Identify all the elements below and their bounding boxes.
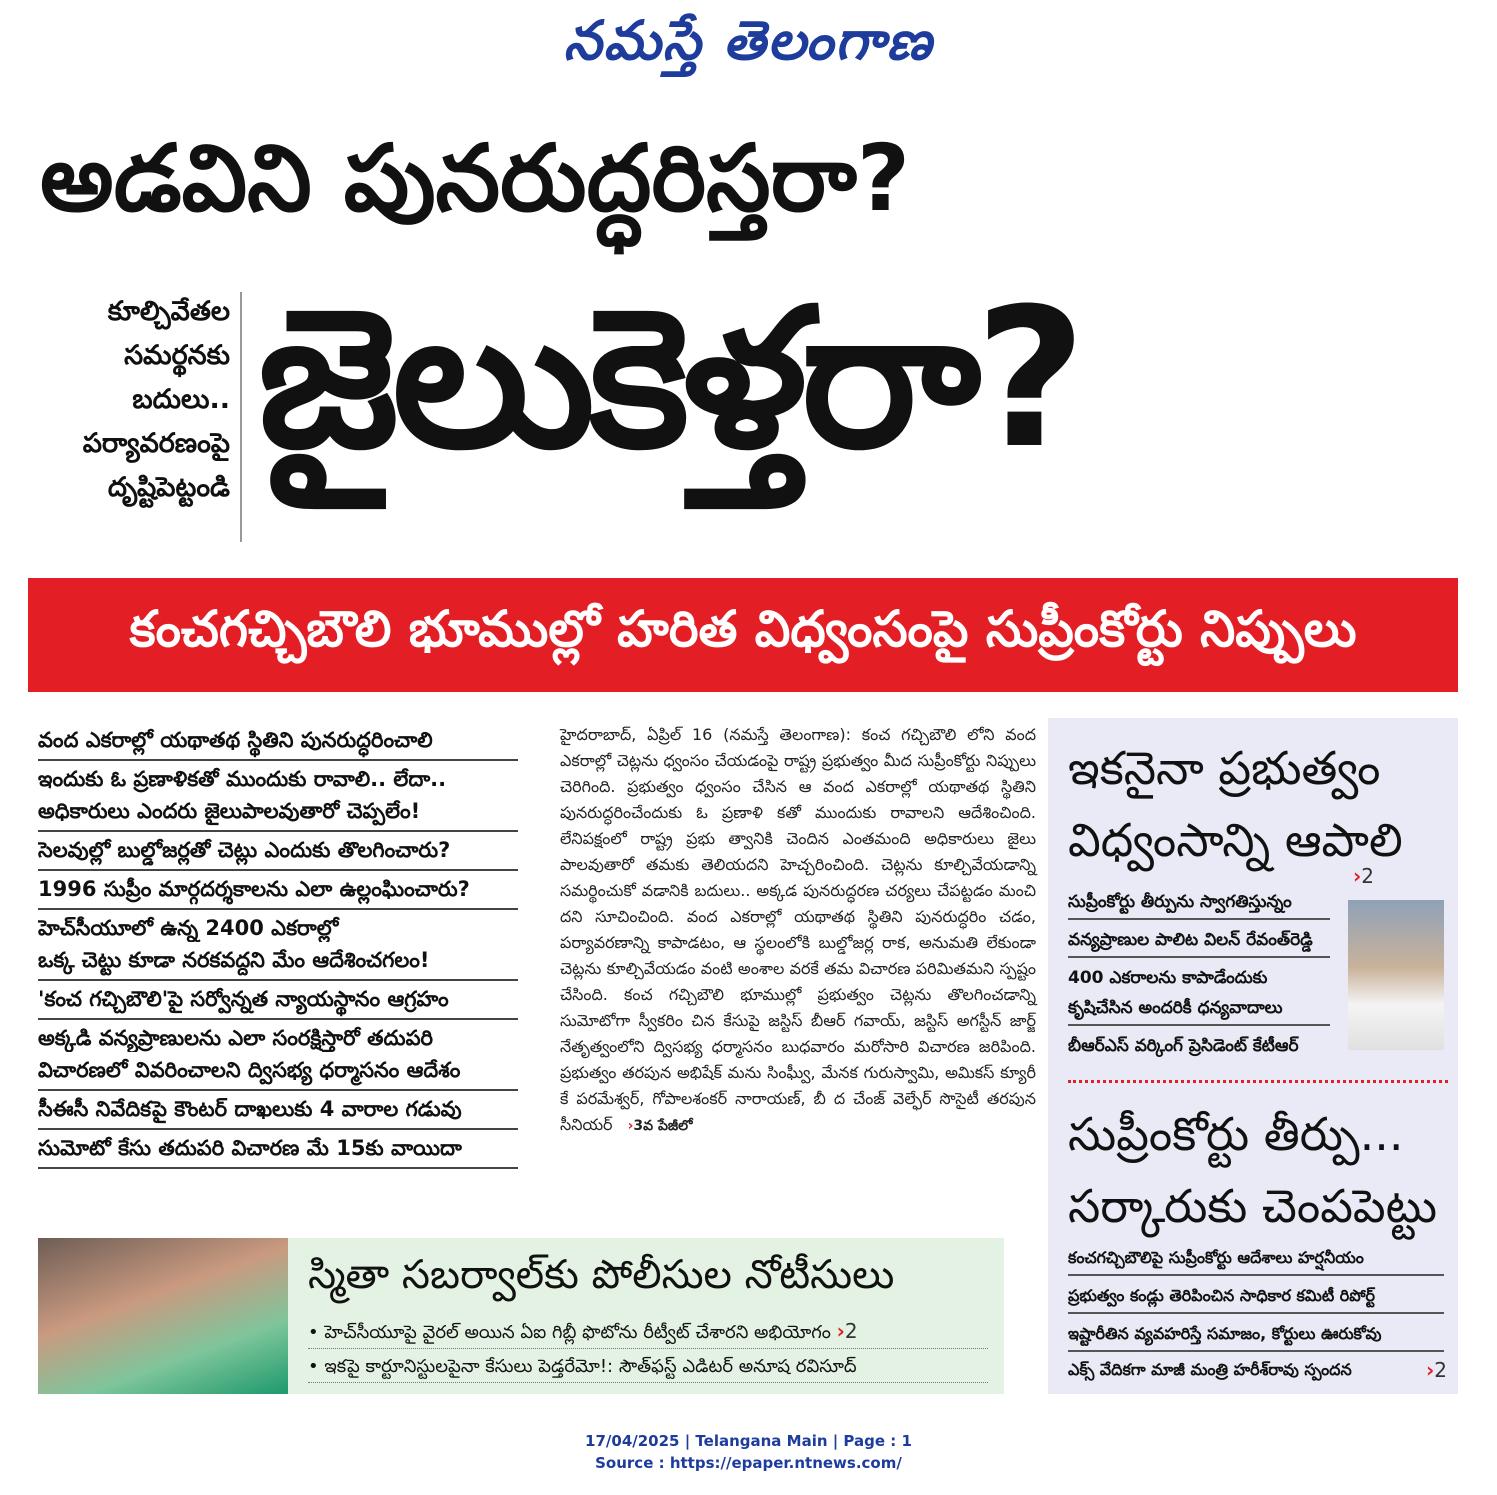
list-item: విచారణలో వివరించాలని ద్విసభ్య ధర్మాసనం ఆదేశం (38, 1052, 518, 1091)
list-item: సెలవుల్లో బుల్డోజర్లతో చెట్లు ఎందుకు తొలగించారు? (38, 832, 518, 871)
harish-headline-line1: సుప్రీంకోర్టు తీర్పు... (1068, 1107, 1404, 1161)
list-item: అక్కడి వన్యప్రాణులను ఎలా సంరక్షిస్తారో తదుపరి (38, 1026, 433, 1050)
list-item-text: హెచ్‌సీయూపై వైరల్ అయిన ఏఐ గిబ్లీ ఫొటోను రీట్వీట్ చేశారని అభియోగం (324, 1322, 831, 1343)
list-item: ప్రభుత్వం కండ్లు తెరిపించిన సాధికార కమిటీ రిపోర్ట్ (1068, 1280, 1444, 1314)
list-item: వన్యప్రాణుల పాలిట విలన్ రేవంత్‌రెడ్డి (1068, 924, 1330, 958)
footer-source-line[interactable]: Source : https://epaper.ntnews.com/ (595, 1454, 902, 1472)
list-item: ఎక్స్ వేదికగా మాజీ మంత్రి హరీశ్‌రావు స్పందన (1068, 1360, 1352, 1379)
list-item: సుప్రీంకోర్టు తీర్పును స్వాగతిస్తున్నం (1068, 886, 1330, 920)
continued-label: 3వ పేజీలో (633, 1118, 693, 1134)
list-item: 'కంచ గచ్చిబౌలి'పై సర్వోన్నత న్యాయస్థానం ఆగ్రహం (38, 981, 518, 1020)
footer-date-line: 17/04/2025 | Telangana Main | Page : 1 (585, 1432, 912, 1450)
page-ref[interactable] (1426, 1358, 1447, 1382)
article-body (560, 722, 1036, 1139)
list-item: వంద ఎకరాల్లో యథాతథ స్థితిని పునరుద్ధరించాలి (38, 722, 518, 761)
ktr-harish-sidebar (1048, 718, 1458, 1394)
bullet-list (38, 722, 518, 1169)
side-line: బదులు.. (132, 384, 230, 415)
list-item: 1996 సుప్రీం మార్గదర్శకాలను ఎలా ఉల్లంఘించారు? (38, 871, 518, 910)
chevron-right-icon: › (627, 1118, 634, 1134)
side-divider (240, 292, 242, 542)
headline-top: అడవిని పునరుద్ధరిస్తరా? (40, 125, 911, 232)
bullet-icon: • (308, 1322, 319, 1343)
list-item-text: ఇకపై కార్టూనిస్టులపైనా కేసులు పెడ్తరేమో!: సౌత్‌ఫస్ట్ ఎడిటర్ అనూష రవిసూద్ (324, 1356, 857, 1377)
list-item: సీఈసీ నివేదికపై కౌంటర్ దాఖలుకు 4 వారాల గడువు (38, 1091, 518, 1130)
chevron-right-icon: › (1353, 864, 1362, 888)
page-ref-number: 2 (844, 1319, 858, 1343)
page-ref-number: 2 (1361, 864, 1374, 888)
smita-headline: స్మితా సబర్వాల్‌కు పోలీసుల నోటీసులు (308, 1252, 895, 1298)
bullet-icon: • (308, 1356, 319, 1377)
list-item: హెచ్‌సీయూలో ఉన్న 2400 ఎకరాల్లో (38, 916, 339, 940)
page-footer (0, 1430, 1497, 1474)
list-item: 400 ఎకరాలను కాపాడేందుకు (1068, 968, 1268, 988)
harish-headline-line2: సర్కారుకు చెంపపెట్టు (1068, 1179, 1438, 1233)
page-ref[interactable] (837, 1319, 858, 1343)
list-item: అధికారులు ఎందరు జైలుపాలవుతారో చెప్పలేం! (38, 793, 518, 832)
smita-photo (38, 1238, 288, 1394)
red-banner: కంచగచ్చిబౌలి భూముల్లో హరిత విధ్వంసంపై సుప్రీంకోర్టు నిప్పులు (28, 578, 1458, 692)
article-text: హైదరాబాద్, ఏప్రిల్ 16 (నమస్తే తెలంగాణ): కంచ గచ్చిబౌలి లోని వంద ఎకరాల్లో చెట్లను ధ్వంసం చేయడంపై రాష్ట్ర ప్రభుత్వం మీద సుప్రీంకోర్టు నిప్పులు చెరిగింది. ప్రభుత్వం ధ్వంసం చేసిన ఆ వంద ఎకరాల్లో యథాతథ స్థితిని పునరుద్ధరించేందుకు ఓ ప్రణాళి కతో ముందుకు రావాలని ఆదేశించింది. లేనిపక్షంలో రాష్ట్ర ప్రభు త్వానికి చెందిన ఎంతమంది అధికారులు జైలు పాలవుతారో తమకు తెలియదని హెచ్చరించింది. చెట్లను కూల్చివేయడాన్ని సమర్థించుకో వడానికి బదులు.. అక్కడ పునరుద్ధరణ చర్యలు చేపట్టడం మంచి దని సూచించింది. వంద ఎకరాల్లో యథాతథ స్థితిని పునరుద్ధరిం చడం, పర్యావరణాన్ని కాపాడటం, ఆ స్థలంలోకి బుల్డోజర్ల రాక, అనుమతి లేకుండా చెట్లను కూల్చివేయడం వంటి అంశాల వరకే తమ విచారణ పరిమితమని స్పష్టం చేసింది. కంచ గచ్చిబౌలి భూముల్లో ప్రభుత్వం చెట్లను తొలగించడాన్ని సుమోటోగా స్వీకరిం చిన కేసుపై జస్టిస్ బీఆర్ గవాయ్, జస్టిస్ అగస్టీన్ జార్జ్ నేతృత్వంలోని ద్విసభ్య ధర్మాసనం బుధవారం మరోసారి విచారణ జరిపింది. ప్రభుత్వం తరపున అభిషేక్ మను సింఘ్వీ, మేనక గురుస్వామి, అమికస్ క్యూరీ కే పరమేశ్వర్, గోపాలశంకర్ నారాయణ్, బీ ద చేంజ్ వెల్ఫేర్ సొసైటీ తరపున సీనియర్ (560, 725, 1036, 1134)
side-line: పర్యావరణంపై (82, 428, 230, 459)
chevron-right-icon: › (1426, 1358, 1435, 1382)
masthead-logo: నమస్తే తెలంగాణ (563, 8, 934, 72)
list-item: కృషిచేసిన అందరికీ ధన్యవాదాలు (1068, 992, 1330, 1026)
ktr-photo (1348, 900, 1444, 1050)
section-divider (1068, 1080, 1448, 1083)
page-ref-number: 2 (1434, 1358, 1447, 1382)
list-item: ఇష్టారీతిన వ్యవహరిస్తే సమాజం, కోర్టులు ఊరుకోవు (1068, 1318, 1444, 1352)
list-item (308, 1352, 988, 1383)
list-item (308, 1316, 988, 1349)
continued-link[interactable] (628, 1118, 693, 1134)
side-line: కూల్చివేతల (107, 296, 230, 327)
page-ref[interactable] (1353, 864, 1374, 888)
ktr-headline-line1: ఇకనైనా ప్రభుత్వం (1068, 741, 1381, 795)
list-item: ఇందుకు ఓ ప్రణాళికతో ముందుకు రావాలి.. లేదా.. (38, 767, 447, 791)
list-item: ఒక్క చెట్టు కూడా నరకవద్దని మేం ఆదేశించగలం! (38, 942, 518, 981)
side-line: సమర్థనకు (124, 340, 230, 371)
list-item: కంచగచ్చిబౌలిపై సుప్రీంకోర్టు ఆదేశాలు హర్షనీయం (1068, 1242, 1444, 1276)
ktr-headline-line2: విధ్వంసాన్ని ఆపాలి (1068, 813, 1403, 867)
side-line: దృష్టిపెట్టండి (107, 472, 230, 503)
list-item: బీఆర్‌ఎస్ వర్కింగ్ ప్రెసిడెంట్ కేటీఆర్ (1068, 1036, 1299, 1056)
headline-main: జైలుకెళ్తరా? (258, 268, 1081, 491)
chevron-right-icon: › (836, 1319, 845, 1343)
smita-sabharwal-story (38, 1238, 1004, 1394)
side-subheading (20, 290, 230, 510)
list-item: సుమోటో కేసు తదుపరి విచారణ మే 15కు వాయిదా (38, 1130, 518, 1169)
